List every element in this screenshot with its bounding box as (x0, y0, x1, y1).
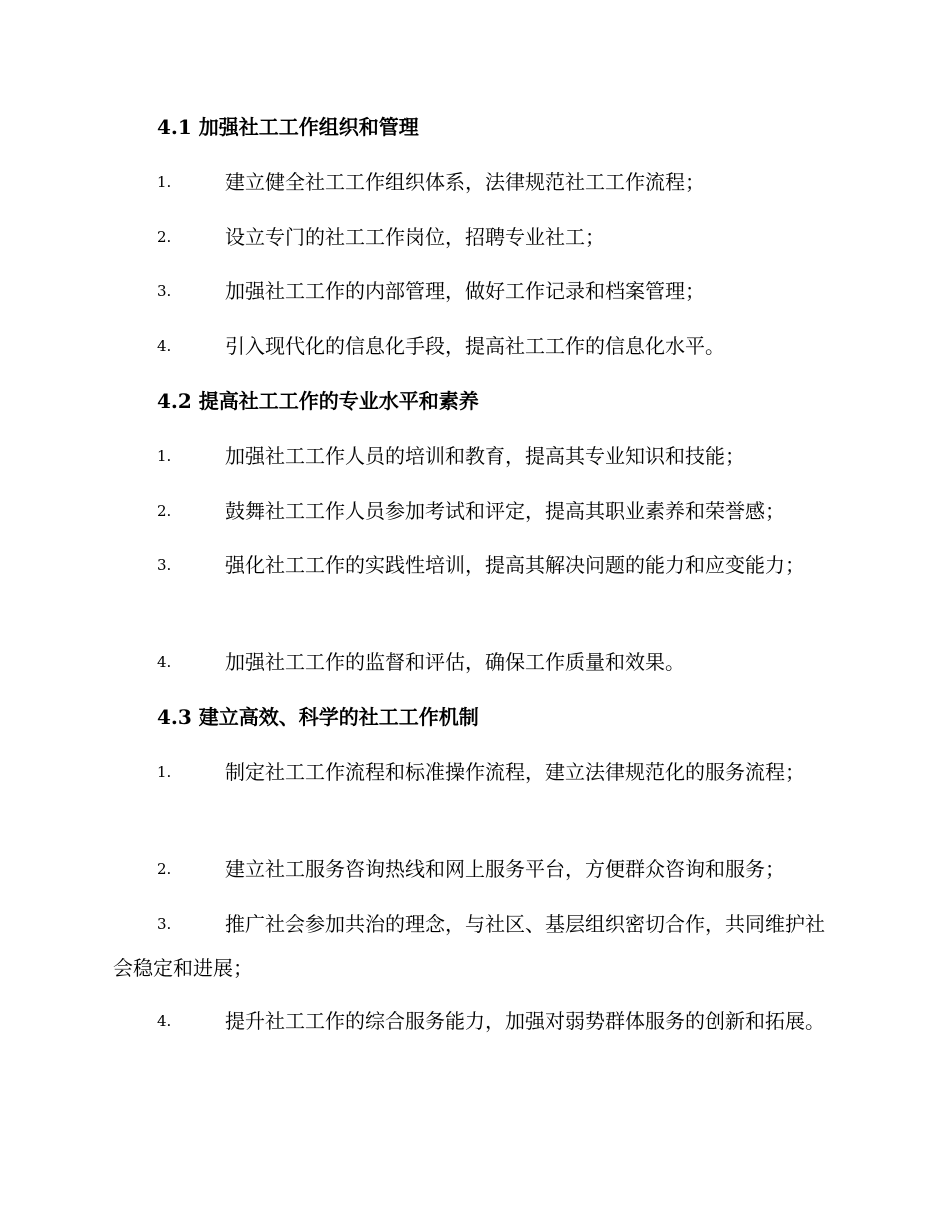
list-item-number: 3. (157, 556, 172, 574)
list-item-number: 4. (157, 653, 172, 671)
list-item-number: 3. (157, 282, 172, 300)
list-item-text: 加强社工工作的监督和评估，确保工作质量和效果。 (225, 650, 685, 674)
list-item-text: 加强社工工作的内部管理，做好工作记录和档案管理； (225, 279, 705, 303)
list-item-text: 引入现代化的信息化手段，提高社工工作的信息化水平。 (225, 334, 725, 358)
list-item-text: 加强社工工作人员的培训和教育，提高其专业知识和技能； (225, 444, 745, 468)
list-item-text: 推广社会参加共治的理念，与社区、基层组织密切合作，共同维护社会稳定和进展； (113, 912, 825, 980)
list-item (113, 543, 838, 587)
list-item-number: 3. (157, 915, 172, 933)
list-item-number: 2. (157, 228, 172, 246)
list-item-text: 制定社工工作流程和标准操作流程，建立法律规范化的服务流程； (225, 760, 805, 784)
list-item (113, 847, 838, 891)
list-item (113, 160, 838, 204)
list-item-text: 建立健全社工工作组织体系，法律规范社工工作流程； (225, 170, 705, 194)
list-item-number: 4. (157, 337, 172, 355)
list-item-number: 4. (157, 1012, 172, 1030)
list-item-number: 1. (157, 173, 172, 191)
section-heading-4-1: 4.1 加强社工工作组织和管理 (157, 115, 419, 139)
list-item (113, 324, 838, 368)
list-item (113, 999, 838, 1043)
list-item-number: 1. (157, 447, 172, 465)
list-item-text: 设立专门的社工工作岗位，招聘专业社工； (225, 225, 605, 249)
list-item-text: 提升社工工作的综合服务能力，加强对弱势群体服务的创新和拓展。 (225, 1009, 825, 1033)
list-item-number: 1. (157, 763, 172, 781)
list-item (113, 489, 838, 533)
list-item (113, 750, 838, 794)
list-item (113, 640, 838, 684)
list-item-number: 2. (157, 860, 172, 878)
section-heading-4-3: 4.3 建立高效、科学的社工工作机制 (157, 705, 479, 729)
list-item-text: 建立社工服务咨询热线和网上服务平台，方便群众咨询和服务； (225, 857, 785, 881)
list-item-number: 2. (157, 502, 172, 520)
list-item (113, 269, 838, 313)
list-item-text: 强化社工工作的实践性培训，提高其解决问题的能力和应变能力； (225, 553, 805, 577)
list-item (113, 902, 838, 990)
list-item (113, 434, 838, 478)
section-heading-4-2: 4.2 提高社工工作的专业水平和素养 (157, 389, 479, 413)
list-item (113, 215, 838, 259)
list-item-text: 鼓舞社工工作人员参加考试和评定，提高其职业素养和荣誉感； (225, 499, 785, 523)
